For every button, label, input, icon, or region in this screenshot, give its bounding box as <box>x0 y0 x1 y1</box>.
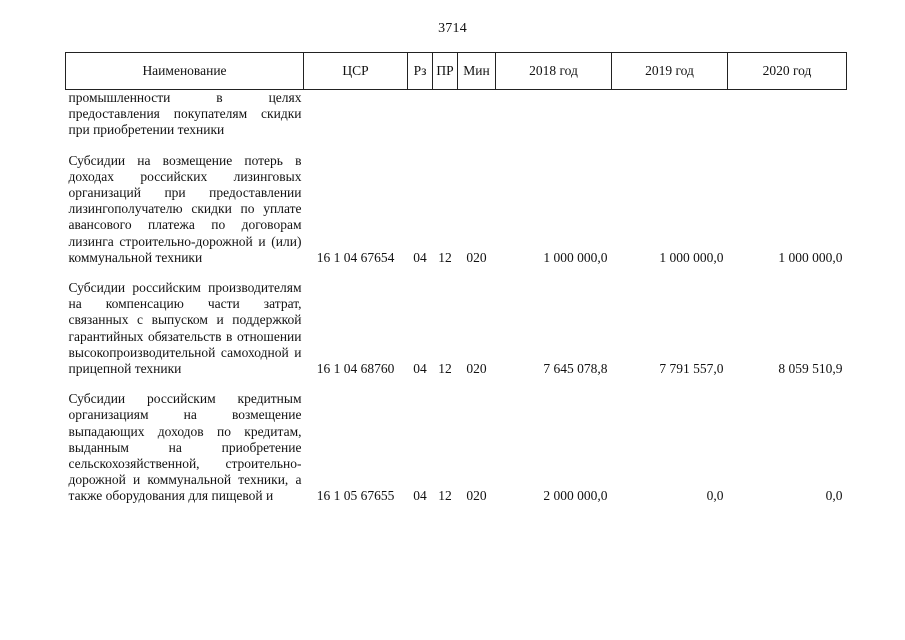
table-header <box>66 53 847 90</box>
row-name: Субсидии российским кредитным организациям на возмещение выпадающих доходов по кредитам, выданным на приобретение сельскохозяйственной, строительно-дорожной и коммунальной техники, а также оборудования для пищевой и <box>68 391 302 504</box>
row-2019 <box>612 90 728 139</box>
row-2019: 0,0 <box>706 488 724 504</box>
row-2018 <box>496 90 612 139</box>
row-2019: 1 000 000,0 <box>659 249 724 265</box>
row-min: 020 <box>466 249 487 265</box>
row-min: 020 <box>466 361 487 377</box>
row-2020 <box>728 90 847 139</box>
header-rz: Рз <box>408 53 433 90</box>
header-name: Наименование <box>66 53 304 90</box>
row-rz: 04 <box>413 361 427 377</box>
row-pr <box>433 90 458 139</box>
page-number: 3714 <box>438 21 467 36</box>
table-row <box>66 280 847 377</box>
row-2020: 8 059 510,9 <box>778 361 843 377</box>
row-rz: 04 <box>413 249 427 265</box>
table-row <box>66 153 847 266</box>
row-spacer <box>66 266 847 280</box>
row-2018: 1 000 000,0 <box>543 249 608 265</box>
row-spacer <box>66 377 847 391</box>
header-2019: 2019 год <box>612 53 728 90</box>
row-name: промышленности в целях предоставления покупателям скидки при приобретении техники <box>68 90 302 138</box>
budget-table <box>65 52 847 505</box>
row-name: Субсидии на возмещение потерь в доходах российских лизинговых организаций при предоставлении лизингополучателю скидки по уплате авансового платежа по договорам лизинга строительно-дорожной и (или) коммунальной техники <box>68 152 302 265</box>
row-min: 020 <box>466 488 487 504</box>
row-pr: 12 <box>438 361 452 377</box>
row-min <box>458 90 496 139</box>
table-row <box>66 391 847 504</box>
row-csr: 16 1 05 67655 <box>316 488 395 504</box>
row-2019: 7 791 557,0 <box>659 361 724 377</box>
header-2018: 2018 год <box>496 53 612 90</box>
row-spacer <box>66 139 847 153</box>
row-csr: 16 1 04 67654 <box>316 249 395 265</box>
header-2020: 2020 год <box>728 53 847 90</box>
row-2018: 7 645 078,8 <box>543 361 608 377</box>
row-pr: 12 <box>438 488 452 504</box>
header-csr: ЦСР <box>304 53 408 90</box>
header-min: Мин <box>458 53 496 90</box>
row-2018: 2 000 000,0 <box>543 488 608 504</box>
row-2020: 1 000 000,0 <box>778 249 843 265</box>
row-name: Субсидии российским производителям на компенсацию части затрат, связанных с выпуском и поддержкой гарантийных обязательств в отношении высокопроизводительной самоходной и прицепной техники <box>68 280 302 377</box>
row-rz <box>408 90 433 139</box>
row-pr: 12 <box>438 249 452 265</box>
row-csr <box>304 90 408 139</box>
row-2020: 0,0 <box>825 488 843 504</box>
row-csr: 16 1 04 68760 <box>316 361 395 377</box>
row-rz: 04 <box>413 488 427 504</box>
header-pr: ПР <box>433 53 458 90</box>
table-row <box>66 90 847 139</box>
